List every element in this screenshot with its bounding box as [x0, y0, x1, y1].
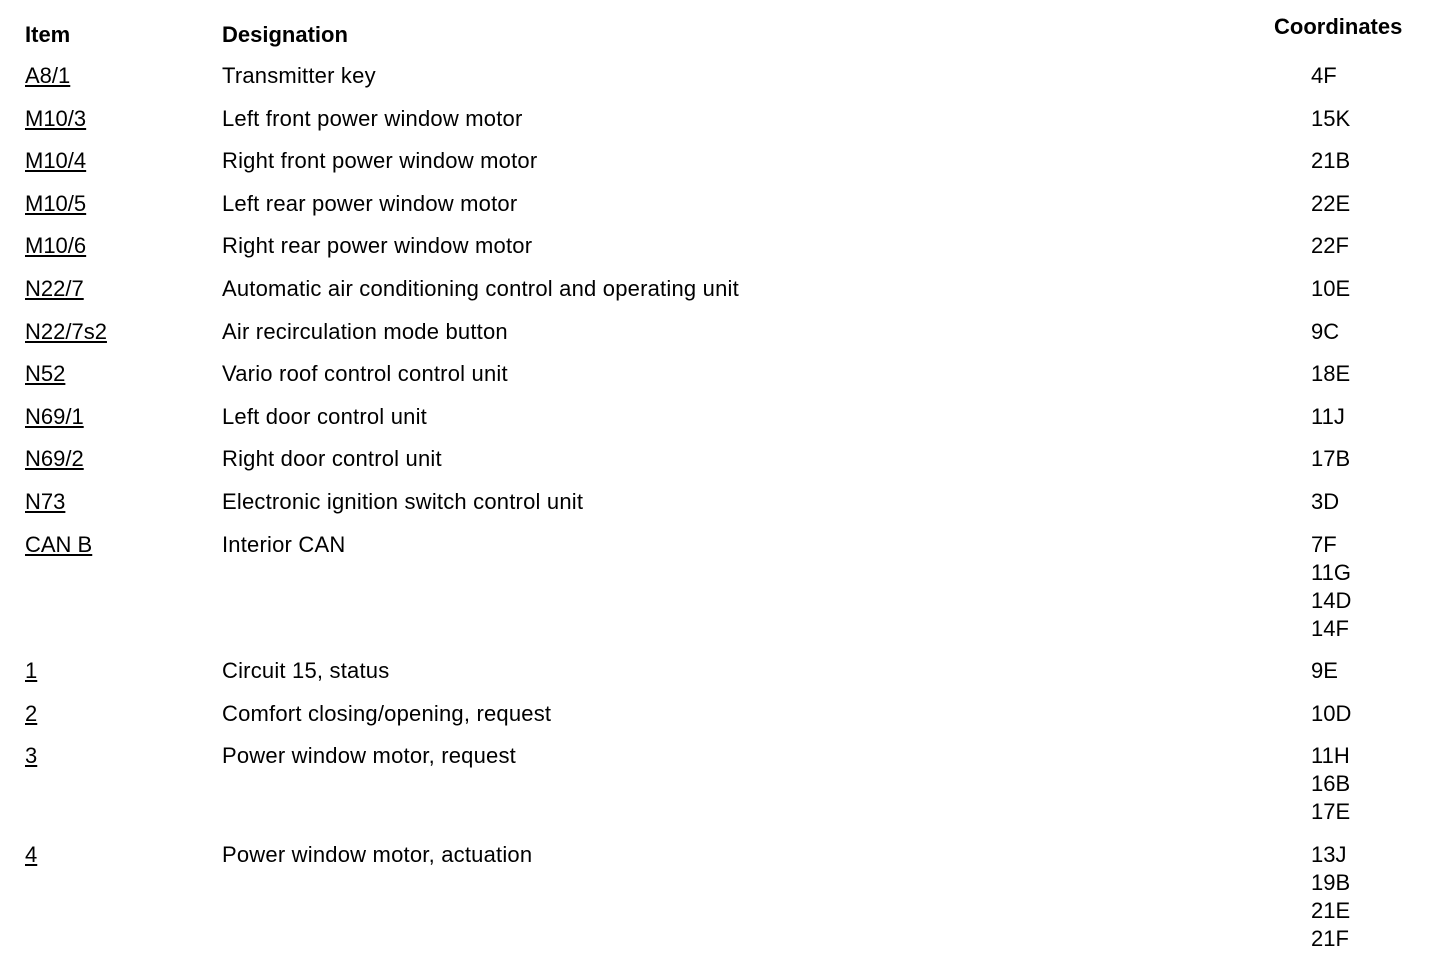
item-link[interactable]: 1 — [25, 658, 38, 684]
item-cell — [25, 657, 37, 685]
coordinate-value: 4F — [1311, 63, 1337, 88]
coordinate-value: 18E — [1311, 361, 1351, 387]
item-cell — [25, 232, 86, 260]
table-row — [0, 105, 1456, 133]
item-cell — [25, 105, 86, 133]
coordinates-cell — [1311, 105, 1456, 133]
coordinates-cell — [1311, 275, 1456, 303]
designation-cell: Left front power window motor — [222, 105, 523, 131]
item-cell — [25, 275, 84, 303]
legend-rows — [0, 62, 1456, 968]
item-link[interactable]: M10/5 — [25, 190, 87, 216]
table-row — [0, 841, 1456, 953]
designation-cell: Comfort closing/opening, request — [222, 700, 552, 726]
designation-cell: Vario roof control control unit — [222, 361, 508, 387]
item-cell — [25, 147, 86, 175]
designation-cell: Right rear power window motor — [222, 233, 533, 259]
table-row — [0, 147, 1456, 175]
item-cell — [25, 841, 37, 869]
table-row — [0, 62, 1456, 90]
designation-cell: Air recirculation mode button — [222, 318, 508, 344]
coordinate-value: 22E — [1311, 190, 1351, 216]
coordinates-cell — [1311, 232, 1456, 260]
coordinate-value: 10D — [1311, 700, 1352, 726]
coordinate-value: 11G — [1311, 559, 1351, 585]
coordinate-value: 14D — [1311, 587, 1352, 613]
coordinates-cell — [1311, 841, 1456, 953]
item-link[interactable]: N52 — [25, 361, 66, 387]
item-cell — [25, 318, 107, 346]
coordinates-cell — [1311, 403, 1456, 431]
table-row — [0, 742, 1456, 826]
coordinates-cell — [1311, 360, 1456, 388]
designation-cell: Power window motor, actuation — [222, 841, 533, 867]
item-link[interactable]: A8/1 — [25, 63, 71, 88]
table-row — [0, 657, 1456, 685]
item-cell — [25, 403, 84, 431]
table-row — [0, 190, 1456, 218]
coordinate-value: 17B — [1311, 446, 1351, 472]
coordinate-value: 9C — [1311, 318, 1340, 344]
table-row — [0, 488, 1456, 516]
item-link[interactable]: M10/6 — [25, 233, 87, 259]
item-link[interactable]: 3 — [25, 743, 38, 769]
table-row — [0, 360, 1456, 388]
item-link[interactable]: N69/1 — [25, 403, 84, 429]
coordinate-value: 21F — [1311, 925, 1349, 951]
coordinate-value: 22F — [1311, 233, 1349, 259]
item-link[interactable]: 4 — [25, 841, 38, 867]
item-cell — [25, 360, 65, 388]
coordinate-value: 16B — [1311, 771, 1351, 797]
table-row — [0, 403, 1456, 431]
coordinates-cell — [1311, 742, 1456, 826]
coordinate-value: 21E — [1311, 897, 1351, 923]
designation-cell: Right door control unit — [222, 446, 442, 472]
coordinate-value: 11H — [1311, 743, 1350, 769]
item-link[interactable]: 2 — [25, 700, 38, 726]
item-cell — [25, 742, 37, 770]
coordinates-cell — [1311, 445, 1456, 473]
item-link[interactable]: N22/7s2 — [25, 318, 107, 344]
coordinate-value: 7F — [1311, 531, 1337, 557]
coordinate-value: 9E — [1311, 658, 1338, 684]
coordinate-value: 15K — [1311, 105, 1351, 131]
item-link[interactable]: M10/4 — [25, 148, 87, 174]
table-row — [0, 700, 1456, 728]
coordinates-cell — [1311, 147, 1456, 175]
coordinates-cell — [1311, 318, 1456, 346]
coordinates-cell — [1311, 190, 1456, 218]
coordinate-value: 11J — [1311, 403, 1345, 429]
item-link[interactable]: N22/7 — [25, 275, 84, 301]
coordinates-cell — [1311, 531, 1456, 643]
item-link[interactable]: CAN B — [25, 531, 93, 557]
coordinate-value: 3D — [1311, 488, 1340, 514]
designation-cell: Transmitter key — [222, 63, 376, 88]
table-row — [0, 275, 1456, 303]
item-cell — [25, 531, 92, 559]
item-link[interactable]: N69/2 — [25, 446, 84, 472]
coordinate-value: 19B — [1311, 869, 1351, 895]
designation-cell: Left door control unit — [222, 403, 427, 429]
header-designation: Designation — [222, 22, 348, 47]
header-coordinates: Coordinates — [1274, 14, 1403, 39]
table-row — [0, 445, 1456, 473]
coordinate-value: 13J — [1311, 841, 1347, 867]
coordinate-value: 17E — [1311, 799, 1351, 825]
designation-cell: Interior CAN — [222, 531, 346, 557]
coordinates-cell — [1311, 700, 1456, 728]
item-cell — [25, 488, 65, 516]
designation-cell: Electronic ignition switch control unit — [222, 488, 584, 514]
coordinate-value: 21B — [1311, 148, 1351, 174]
item-cell — [25, 190, 86, 218]
designation-cell: Circuit 15, status — [222, 658, 390, 684]
table-row — [0, 531, 1456, 643]
designation-cell: Right front power window motor — [222, 148, 538, 174]
table-row — [0, 232, 1456, 260]
designation-cell: Power window motor, request — [222, 743, 516, 769]
coordinate-value: 10E — [1311, 275, 1351, 301]
item-link[interactable]: N73 — [25, 488, 66, 514]
item-link[interactable]: M10/3 — [25, 105, 87, 131]
designation-cell: Automatic air conditioning control and operating unit — [222, 275, 739, 301]
designation-cell: Left rear power window motor — [222, 190, 518, 216]
coordinates-cell — [1311, 62, 1456, 90]
item-cell — [25, 445, 84, 473]
coordinates-cell — [1311, 488, 1456, 516]
coordinate-value: 14F — [1311, 615, 1349, 641]
coordinates-cell — [1311, 657, 1456, 685]
item-cell — [25, 700, 37, 728]
item-cell — [25, 62, 70, 90]
header-item: Item — [25, 22, 71, 47]
table-row — [0, 318, 1456, 346]
